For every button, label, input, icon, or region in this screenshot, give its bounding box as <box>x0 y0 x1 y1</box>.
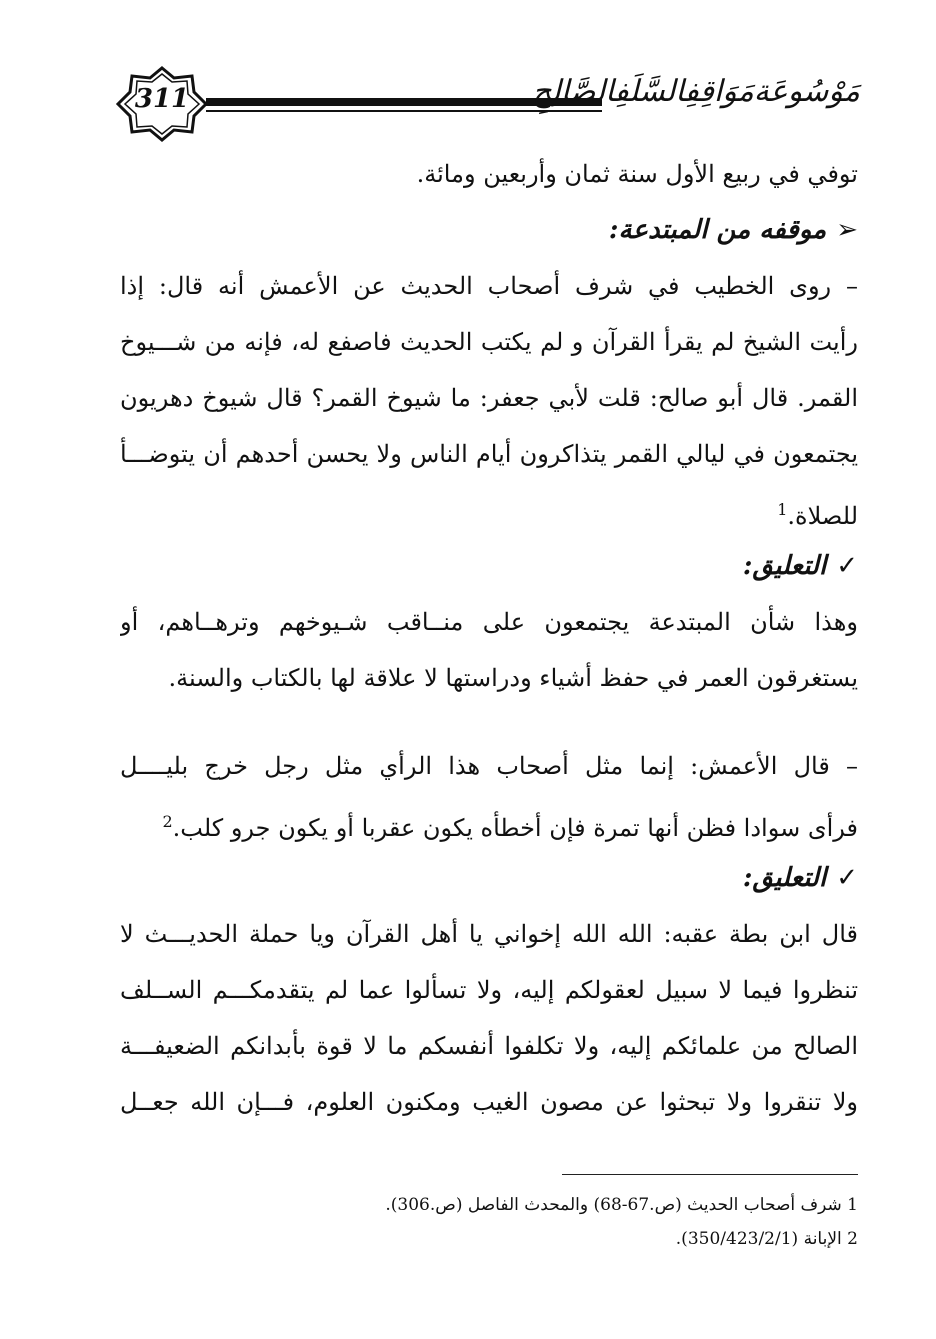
para4-line: قال ابن بطة عقبه: الله الله إخواني يا أهل القرآن ويا حملة الحديـــث لا <box>120 920 858 948</box>
heading-comment-1: ✓التعليق: <box>742 551 858 581</box>
para4-line: الصالح من علمائكم إليه، ولا تكلفوا أنفسكم ما لا قوة بأبدانكم الضعيفـــة <box>120 1032 858 1060</box>
para3-line: – قال الأعمش: إنما مثل أصحاب هذا الرأي مثل رجل خرج بليــــل <box>120 752 858 780</box>
footnote-ref-2[interactable]: 2 <box>162 812 173 831</box>
para1-line: – روى الخطيب في شرف أصحاب الحديث عن الأعمش أنه قال: إذا <box>120 272 858 300</box>
para1-line: القمر. قال أبو صالح: قلت لأبي جعفر: ما شيوخ القمر؟ قال شيوخ دهريون <box>120 384 858 412</box>
para2-line: يستغرقون العمر في حفظ أشياء ودراستها لا علاقة لها بالكتاب والسنة. <box>168 664 858 692</box>
footnote-divider <box>562 1174 858 1175</box>
footnote-2 <box>300 1222 858 1256</box>
checkmark-icon: ✓ <box>836 551 858 581</box>
main-text-continued <box>120 738 858 1130</box>
running-title: مَوْسُوعَةمَوَاقِفِالسَّلَفِالصَّالِحِ <box>532 74 860 109</box>
para4-line: تنظروا فيما لا سبيل لعقولكم إليه، ولا تسألوا عما لم يتقدمكـــم الســلف <box>120 976 858 1004</box>
para1-line: يجتمعون في ليالي القمر يتذاكرون أيام الناس ولا يحسن أحدهم أن يتوضـــأ <box>120 440 858 468</box>
footnote-text: الإبانة (350/423/2/1). <box>675 1229 842 1249</box>
header-rule-thin <box>206 110 602 112</box>
para4-line: ولا تنقروا ولا تبحثوا عن مصون الغيب ومكنون العلوم، فـــإن الله جعــل <box>120 1088 858 1116</box>
heading-stance: ➢موقفه من المبتدعة: <box>608 215 858 245</box>
footnote-1 <box>300 1188 858 1222</box>
page-number: 311 <box>134 84 190 114</box>
para3-last-line: فرأى سوادا فظن أنها تمرة فإن أخطأه يكون عقربا أو يكون جرو كلب.$^2$ <box>162 812 858 842</box>
intro-line: توفي في ربيع الأول سنة ثمان وأربعين ومائة. <box>416 160 858 188</box>
main-text <box>120 146 858 706</box>
checkmark-icon: ✓ <box>836 863 858 893</box>
footnotes <box>300 1188 858 1256</box>
footnote-text: شرف أصحاب الحديث (ص.67-68) والمحدث الفاصل (ص.306). <box>385 1195 842 1215</box>
page-number-badge <box>116 66 208 142</box>
page-header <box>110 66 860 142</box>
para1-line: رأيت الشيخ لم يقرأ القرآن و لم يكتب الحديث فاصفع له، فإنه من شـــيوخ <box>120 328 858 356</box>
arrowhead-icon: ➢ <box>836 215 858 245</box>
para1-last-line: للصلاة.$^1$ <box>777 500 858 530</box>
heading-comment-2: ✓التعليق: <box>742 863 858 893</box>
footnote-ref-1[interactable]: 1 <box>777 500 788 519</box>
footnote-number: 2 <box>847 1229 858 1249</box>
para2-line: وهذا شأن المبتدعة يجتمعون على منــاقب شـيوخهم وترهــاهم، أو <box>120 608 858 636</box>
footnote-number: 1 <box>847 1195 858 1215</box>
